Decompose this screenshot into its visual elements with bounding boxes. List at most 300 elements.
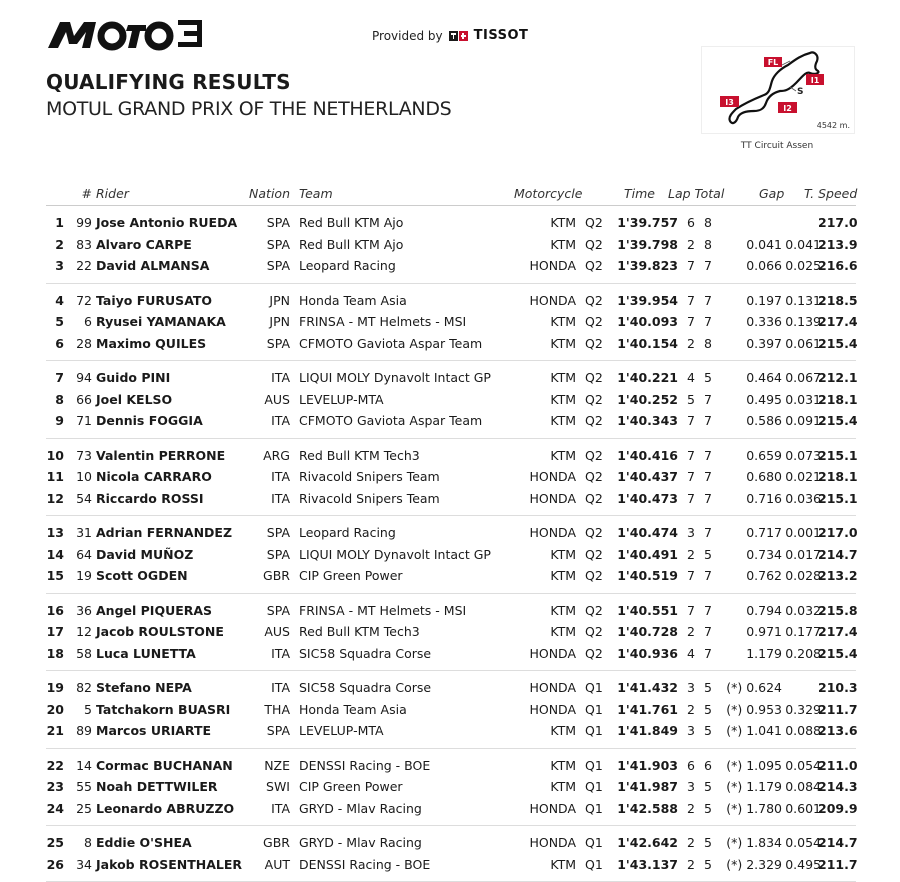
lap: 3 [687, 680, 695, 695]
position: 5 [55, 314, 64, 329]
total-laps: 7 [704, 490, 712, 506]
rider-number: 25 [76, 800, 92, 816]
table-row [46, 720, 856, 742]
session: Q2 [585, 602, 603, 618]
position: 12 [46, 490, 64, 506]
provided-by-label: Provided by [372, 28, 443, 43]
rider-name: Leonardo ABRUZZO [96, 800, 235, 816]
svg-text:I3: I3 [725, 98, 734, 107]
motorcycle: KTM [550, 723, 576, 738]
table-row [46, 755, 856, 777]
marker-fl [764, 57, 782, 67]
rider-name: Maximo QUILES [96, 335, 207, 351]
lap: 6 [687, 215, 695, 230]
session: Q1 [585, 800, 603, 816]
lap: 7 [687, 413, 695, 428]
position: 8 [55, 391, 64, 407]
rider-number: 12 [76, 624, 92, 639]
rider-number: 19 [76, 568, 92, 583]
nation: JPN [269, 292, 290, 308]
sponsor-name: TISSOT [473, 28, 529, 43]
gap-first: (*) 0.624 [726, 680, 782, 695]
position: 22 [46, 757, 64, 773]
session: Q2 [585, 490, 603, 506]
table-row [46, 643, 856, 665]
gap-previous: 0.084 [785, 779, 821, 794]
nation: AUT [264, 856, 290, 872]
top-speed: 215.1 [818, 447, 858, 463]
session: Q1 [585, 680, 603, 695]
total-laps: 7 [704, 413, 712, 428]
nation: SWI [266, 779, 290, 794]
position: 3 [55, 258, 64, 273]
top-speed: 211.7 [818, 856, 858, 872]
gap-first: 0.197 [746, 292, 782, 308]
rider-name: Cormac BUCHANAN [96, 757, 233, 773]
motorcycle: KTM [550, 391, 576, 407]
lap-time: 1'40.093 [617, 314, 678, 329]
position: 1 [55, 215, 64, 230]
total-laps: 7 [704, 469, 712, 484]
team-name: Red Bull KTM Tech3 [299, 624, 420, 639]
table-row [46, 522, 856, 544]
rider-number: 58 [76, 645, 92, 661]
motorcycle: KTM [550, 602, 576, 618]
event-name: MOTUL GRAND PRIX OF THE NETHERLANDS [46, 98, 452, 120]
row-group [46, 439, 856, 517]
gap-previous: 0.329 [785, 701, 821, 717]
top-speed: 216.6 [818, 258, 858, 273]
rider-name: Jose Antonio RUEDA [96, 215, 238, 230]
nation: THA [264, 701, 290, 717]
lap-time: 1'41.849 [617, 723, 678, 738]
motorcycle: HONDA [529, 645, 576, 661]
team-name: CIP Green Power [299, 568, 403, 583]
lap-time: 1'41.903 [617, 757, 678, 773]
gap-first: 0.066 [746, 258, 782, 273]
gap-previous: 0.036 [785, 490, 821, 506]
total-laps: 5 [704, 856, 712, 872]
rider-name: Noah DETTWILER [96, 779, 218, 794]
top-speed: 209.9 [818, 800, 858, 816]
row-group [46, 671, 856, 749]
table-row [46, 367, 856, 389]
total-laps: 5 [704, 835, 712, 850]
gap-first: (*) 1.834 [726, 835, 782, 850]
track-length: 4542 m. [816, 121, 850, 130]
nation: AUS [264, 391, 290, 407]
results-table [46, 183, 856, 882]
gap-first: 0.336 [746, 314, 782, 329]
table-row [46, 544, 856, 566]
top-speed: 210.3 [818, 680, 858, 695]
rider-name: Stefano NEPA [96, 680, 192, 695]
session: Q1 [585, 835, 603, 850]
team-name: SIC58 Squadra Corse [299, 680, 432, 695]
top-speed: 214.7 [818, 835, 858, 850]
lap-time: 1'40.343 [617, 413, 678, 428]
position: 14 [46, 546, 64, 562]
gap-previous: 0.067 [785, 370, 821, 385]
top-speed: 212.1 [818, 370, 858, 385]
total-laps: 7 [704, 602, 712, 618]
row-group [46, 284, 856, 362]
lap: 2 [687, 800, 695, 816]
total-laps: 7 [704, 624, 712, 639]
lap-time: 1'43.137 [617, 856, 678, 872]
rider-name: Marcos URIARTE [96, 723, 212, 738]
gap-previous: 0.041 [785, 236, 821, 252]
team-name: Rivacold Snipers Team [299, 490, 440, 506]
gap-first: 0.586 [746, 413, 782, 428]
table-row [46, 290, 856, 312]
lap: 3 [687, 779, 695, 794]
lap: 7 [687, 568, 695, 583]
gap-first: (*) 0.953 [726, 701, 782, 717]
total-laps: 8 [704, 236, 712, 252]
gap-previous: 0.017 [785, 546, 821, 562]
motorcycle: KTM [550, 624, 576, 639]
col-total: Total [694, 186, 725, 201]
gap-previous: 0.088 [785, 723, 821, 738]
rider-name: Riccardo ROSSI [96, 490, 204, 506]
total-laps: 5 [704, 800, 712, 816]
motorcycle: KTM [550, 236, 576, 252]
lap-time: 1'40.519 [617, 568, 678, 583]
lap: 3 [687, 723, 695, 738]
gap-previous: 0.054 [785, 757, 821, 773]
lap: 6 [687, 757, 695, 773]
total-laps: 7 [704, 314, 712, 329]
position: 9 [55, 413, 64, 428]
lap: 7 [687, 314, 695, 329]
gap-first: 0.659 [746, 447, 782, 463]
nation: ITA [271, 370, 290, 385]
session: Q1 [585, 757, 603, 773]
lap: 4 [687, 370, 695, 385]
table-row [46, 311, 856, 333]
motorcycle: HONDA [529, 800, 576, 816]
table-row [46, 565, 856, 587]
col-rider: Rider [96, 186, 129, 201]
team-name: GRYD - Mlav Racing [299, 835, 422, 850]
top-speed: 214.7 [818, 546, 858, 562]
rider-name: Tatchakorn BUASRI [96, 701, 231, 717]
team-name: FRINSA - MT Helmets - MSI [299, 602, 467, 618]
gap-first: 0.680 [746, 469, 782, 484]
top-speed: 215.4 [818, 335, 858, 351]
lap-time: 1'40.252 [617, 391, 678, 407]
nation: SPA [266, 525, 290, 540]
total-laps: 5 [704, 680, 712, 695]
table-row [46, 255, 856, 277]
rider-name: Guido PINI [96, 370, 171, 385]
top-speed: 213.2 [818, 568, 858, 583]
table-row [46, 212, 856, 234]
lap: 7 [687, 447, 695, 463]
top-speed: 215.8 [818, 602, 858, 618]
team-name: CIP Green Power [299, 779, 403, 794]
gap-first: (*) 1.041 [726, 723, 782, 738]
lap-time: 1'40.473 [617, 490, 678, 506]
total-laps: 6 [704, 757, 712, 773]
rider-name: Jakob ROSENTHALER [96, 856, 242, 872]
team-name: FRINSA - MT Helmets - MSI [299, 314, 467, 329]
top-speed: 211.7 [818, 701, 858, 717]
table-row [46, 445, 856, 467]
motorcycle: KTM [550, 335, 576, 351]
nation: SPA [266, 723, 290, 738]
lap: 2 [687, 835, 695, 850]
nation: ARG [263, 447, 290, 463]
col-lap-total [668, 186, 724, 201]
gap-previous: 0.208 [785, 645, 821, 661]
team-name: DENSSI Racing - BOE [299, 856, 431, 872]
gap-first: 0.794 [746, 602, 782, 618]
position: 6 [55, 335, 64, 351]
rider-number: 71 [76, 413, 92, 428]
session: Q2 [585, 645, 603, 661]
gap-first: 0.464 [746, 370, 782, 385]
position: 16 [46, 602, 64, 618]
motorcycle: KTM [550, 413, 576, 428]
session: Q2 [585, 215, 603, 230]
position: 15 [46, 568, 64, 583]
session: Q2 [585, 292, 603, 308]
nation: ITA [271, 645, 290, 661]
gap-previous: 0.177 [785, 624, 821, 639]
lap: 2 [687, 236, 695, 252]
nation: ITA [271, 680, 290, 695]
team-name: Red Bull KTM Ajo [299, 236, 404, 252]
gap-previous: 0.601 [785, 800, 821, 816]
svg-text:I2: I2 [783, 104, 792, 113]
motorcycle: KTM [550, 447, 576, 463]
table-row [46, 234, 856, 256]
gap-first: 0.716 [746, 490, 782, 506]
gap-previous: 0.139 [785, 314, 821, 329]
table-row [46, 832, 856, 854]
motorcycle: KTM [550, 779, 576, 794]
team-name: CFMOTO Gaviota Aspar Team [299, 413, 483, 428]
team-name: Leopard Racing [299, 525, 396, 540]
motorcycle: HONDA [529, 525, 576, 540]
position: 11 [46, 469, 64, 484]
total-laps: 5 [704, 701, 712, 717]
gap-first: 0.397 [746, 335, 782, 351]
lap-time: 1'39.798 [617, 236, 678, 252]
position: 2 [55, 236, 64, 252]
rider-number: 99 [76, 215, 92, 230]
rider-name: Alvaro CARPE [96, 236, 192, 252]
gap-previous: 0.025 [785, 258, 821, 273]
total-laps: 7 [704, 258, 712, 273]
nation: AUS [264, 624, 290, 639]
table-row [46, 621, 856, 643]
top-speed: 217.4 [818, 624, 858, 639]
team-name: SIC58 Squadra Corse [299, 645, 432, 661]
rider-name: Dennis FOGGIA [96, 413, 203, 428]
position: 4 [55, 292, 64, 308]
top-speed: 218.1 [818, 469, 858, 484]
rider-name: Adrian FERNANDEZ [96, 525, 233, 540]
rider-name: Angel PIQUERAS [96, 602, 213, 618]
session: Q2 [585, 314, 603, 329]
lap: 7 [687, 292, 695, 308]
table-row [46, 677, 856, 699]
gap-previous: 0.091 [785, 413, 821, 428]
row-group [46, 361, 856, 439]
rider-name: Taiyo FURUSATO [96, 292, 213, 308]
total-laps: 5 [704, 779, 712, 794]
session: Q2 [585, 546, 603, 562]
session: Q1 [585, 723, 603, 738]
lap-time: 1'42.588 [617, 800, 678, 816]
rider-number: 94 [76, 370, 92, 385]
rider-number: 66 [76, 391, 92, 407]
motorcycle: KTM [550, 215, 576, 230]
col-time: Time [624, 186, 655, 201]
svg-text:I1: I1 [810, 76, 820, 85]
position: 18 [46, 645, 64, 661]
rider-number: 83 [76, 236, 92, 252]
lap-time: 1'40.551 [617, 602, 678, 618]
nation: SPA [266, 215, 290, 230]
top-speed: 213.9 [818, 236, 858, 252]
session: Q2 [585, 391, 603, 407]
table-body [46, 206, 856, 882]
track-map [701, 46, 855, 134]
lap-time: 1'40.416 [617, 447, 678, 463]
team-name: LIQUI MOLY Dynavolt Intact GP [299, 370, 491, 385]
lap: 2 [687, 546, 695, 562]
position: 13 [46, 525, 64, 540]
lap: 2 [687, 624, 695, 639]
rider-name: Valentin PERRONE [96, 447, 226, 463]
motorcycle: HONDA [529, 469, 576, 484]
session: Q2 [585, 447, 603, 463]
team-name: Red Bull KTM Ajo [299, 215, 404, 230]
top-speed: 218.5 [818, 292, 858, 308]
gap-first: 0.717 [746, 525, 782, 540]
top-speed: 213.6 [818, 723, 858, 738]
total-laps: 5 [704, 546, 712, 562]
motorcycle: HONDA [529, 701, 576, 717]
col-motorcycle: Motorcycle [514, 186, 583, 201]
top-speed: 215.1 [818, 490, 858, 506]
session: Q1 [585, 856, 603, 872]
top-speed: 211.0 [818, 757, 858, 773]
gap-first: (*) 1.095 [726, 757, 782, 773]
total-laps: 7 [704, 391, 712, 407]
lap: 2 [687, 856, 695, 872]
gap-previous: 0.061 [785, 335, 821, 351]
top-speed: 215.4 [818, 645, 858, 661]
gap-previous: 0.131 [785, 292, 821, 308]
sponsor-credit [372, 28, 528, 43]
nation: GBR [263, 835, 290, 850]
nation: ITA [271, 469, 290, 484]
motorcycle: HONDA [529, 258, 576, 273]
rider-number: 73 [76, 447, 92, 463]
gap-first: 1.179 [746, 645, 782, 661]
table-row [46, 600, 856, 622]
team-name: LEVELUP-MTA [299, 723, 384, 738]
lap: 2 [687, 701, 695, 717]
rider-number: 8 [84, 835, 92, 850]
total-laps: 5 [704, 723, 712, 738]
table-row [46, 389, 856, 411]
lap: 5 [687, 391, 695, 407]
total-laps: 7 [704, 447, 712, 463]
motorcycle: HONDA [529, 292, 576, 308]
team-name: LEVELUP-MTA [299, 391, 384, 407]
team-name: Rivacold Snipers Team [299, 469, 440, 484]
position: 10 [46, 447, 64, 463]
nation: SPA [266, 335, 290, 351]
total-laps: 7 [704, 645, 712, 661]
table-row [46, 699, 856, 721]
table-row [46, 333, 856, 355]
lap: 7 [687, 490, 695, 506]
row-group [46, 206, 856, 284]
rider-name: Ryusei YAMANAKA [96, 314, 226, 329]
team-name: CFMOTO Gaviota Aspar Team [299, 335, 483, 351]
table-row [46, 466, 856, 488]
table-row [46, 776, 856, 798]
motorcycle: KTM [550, 314, 576, 329]
rider-number: 55 [76, 779, 92, 794]
rider-name: David ALMANSA [96, 258, 210, 273]
gap-first: 0.041 [746, 236, 782, 252]
rider-number: 64 [76, 546, 92, 562]
rider-number: 10 [76, 469, 92, 484]
top-speed: 215.4 [818, 413, 858, 428]
position: 21 [46, 723, 64, 738]
team-name: DENSSI Racing - BOE [299, 757, 431, 773]
total-laps: 7 [704, 525, 712, 540]
lap-time: 1'40.728 [617, 624, 678, 639]
team-name: Honda Team Asia [299, 292, 407, 308]
col-speed: T. Speed [804, 186, 858, 201]
team-name: Honda Team Asia [299, 701, 407, 717]
gap-previous: 0.495 [785, 856, 821, 872]
position: 19 [46, 680, 64, 695]
table-header [46, 183, 856, 206]
col-team: Team [299, 186, 333, 201]
table-row [46, 410, 856, 432]
total-laps: 5 [704, 370, 712, 385]
marker-i3 [720, 96, 739, 107]
gap-first: 0.971 [746, 624, 782, 639]
lap-time: 1'39.823 [617, 258, 678, 273]
team-name: LIQUI MOLY Dynavolt Intact GP [299, 546, 491, 562]
rider-number: 89 [76, 723, 92, 738]
gap-previous: 0.073 [785, 447, 821, 463]
marker-i1 [806, 74, 824, 85]
motorcycle: HONDA [529, 835, 576, 850]
top-speed: 217.0 [818, 215, 858, 230]
gap-previous: 0.054 [785, 835, 821, 850]
lap: 3 [687, 525, 695, 540]
team-name: Leopard Racing [299, 258, 396, 273]
rider-name: Joel KELSO [96, 391, 173, 407]
rider-number: 28 [76, 335, 92, 351]
nation: NZE [264, 757, 290, 773]
position: 7 [55, 370, 64, 385]
rider-name: Scott OGDEN [96, 568, 188, 583]
motorcycle: HONDA [529, 490, 576, 506]
